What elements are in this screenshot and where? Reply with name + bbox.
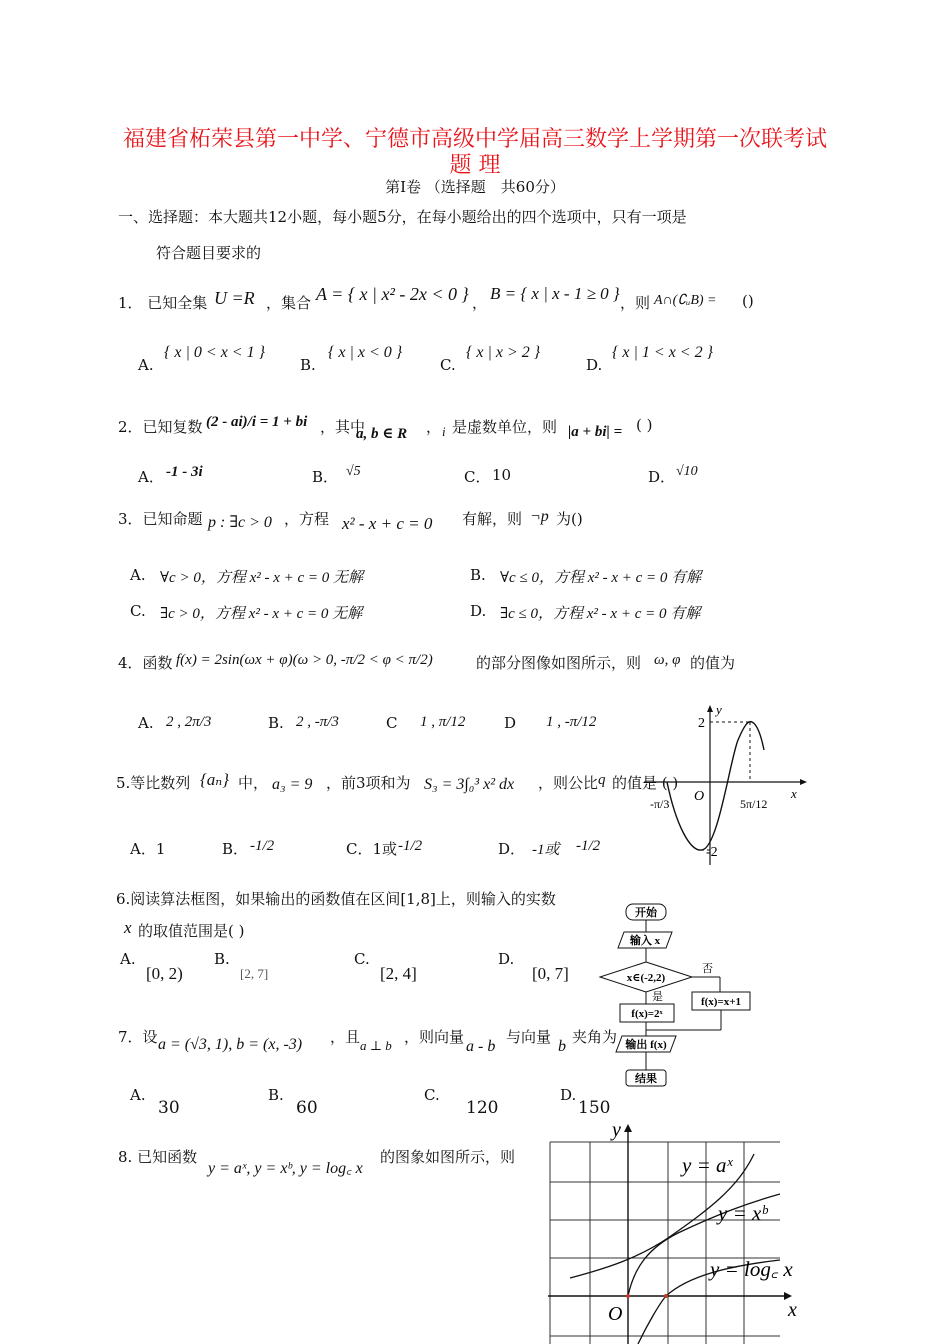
q3-option-c-label: C.	[130, 602, 146, 620]
sine-left-label: -π/3	[650, 797, 670, 811]
curve-logarithm-label: y = log꜀ x	[710, 1257, 793, 1281]
q6-option-b-label: B.	[214, 950, 230, 968]
q5-text-in: 中，	[238, 774, 269, 792]
q5-option-c: -1/2	[398, 838, 423, 854]
q1-set-b: B = { x | x - 1 ≥ 0 }	[490, 284, 620, 303]
sine-graph-figure	[640, 700, 810, 870]
q6-option-a-label: A.	[120, 950, 136, 968]
q2-blank: ( )	[636, 416, 653, 434]
q3-option-b: ∀c ≤ 0，方程 x² - x + c = 0 有解	[500, 570, 702, 586]
q7-option-a: 30	[158, 1098, 180, 1118]
q3-option-d-label: D.	[470, 602, 487, 620]
q7-option-c-label: C.	[424, 1086, 440, 1104]
q4-option-a-label: A.	[138, 714, 154, 732]
q2-complex-expression: (2 - ai)/i = 1 + bi	[206, 414, 308, 430]
q5-text-ratio: ，则公比	[538, 774, 599, 792]
q2-option-c: 10	[492, 466, 512, 484]
q2-modulus: |a + bi| =	[568, 424, 623, 440]
q2-comma: ，	[426, 418, 442, 436]
q7-option-d-label: D.	[560, 1086, 577, 1104]
flow-end: 结果	[635, 1073, 657, 1085]
q4-option-b: 2 , -π/3	[296, 714, 339, 730]
q1-option-b-label: B.	[300, 356, 316, 374]
q7-option-b-label: B.	[268, 1086, 284, 1104]
q2-option-a-label: A．	[138, 468, 164, 486]
curves-origin-label: O	[608, 1303, 623, 1325]
curves-figure	[548, 1118, 818, 1344]
q5-text-value: 的值是 ( )	[612, 774, 679, 792]
q7-text-with: 与向量	[506, 1028, 552, 1046]
q6-option-d: [0, 7]	[532, 964, 569, 983]
curve-exponential-label: y = aˣ	[682, 1153, 733, 1177]
q1-universal-set: U =R	[214, 288, 255, 308]
sine-max-label: 2	[698, 716, 705, 731]
q7-vectors: a = (√3, 1), b = (x, -3)	[158, 1036, 303, 1053]
q2-number: 2．已知复数	[118, 418, 203, 436]
sine-x-label: x	[791, 786, 797, 801]
q3-negation: ¬p	[530, 508, 549, 525]
curves-y-label: y	[612, 1119, 621, 1141]
sine-y-label: y	[716, 702, 722, 717]
curves-grid	[550, 1142, 780, 1344]
sine-min-label: -2	[706, 845, 718, 860]
q4-option-d-label: D	[504, 714, 517, 732]
flow-yes-result: f(x)=2ˣ	[631, 1008, 663, 1020]
q3-option-a-label: A.	[130, 566, 146, 584]
q1-blank: ()	[742, 292, 754, 310]
curves-x-label: x	[788, 1299, 797, 1321]
q7-difference: a - b	[466, 1038, 496, 1055]
q5-option-a: A．1	[130, 840, 166, 858]
q4-option-c-label: C	[386, 714, 398, 732]
curve-power-label: y = xᵇ	[718, 1201, 767, 1225]
sine-origin-label: O	[694, 789, 705, 804]
q4-option-d: 1 , -π/12	[546, 714, 597, 730]
q4-number: 4．函数	[118, 654, 173, 672]
q7-option-c: 120	[466, 1098, 499, 1118]
q4-option-a: 2 , 2π/3	[166, 714, 212, 730]
q5-option-b-label: B．	[222, 840, 249, 858]
q5-number: 5.等比数列	[116, 774, 191, 792]
q4-option-c: 1 , π/12	[420, 714, 466, 730]
q4-function: f(x) = 2sin(ωx + φ)(ω > 0, -π/2 < φ < π/2)	[176, 652, 433, 668]
section-intro-continued: 符合题目要求的	[156, 244, 262, 262]
q3-text-equation: ，方程	[284, 510, 330, 528]
q1-text-then: ，则	[620, 294, 651, 312]
sine-curve	[667, 722, 764, 850]
q4-params: ω, φ	[654, 652, 681, 668]
section-intro: 一、选择题：本大题共12小题，每小题5分，在每小题给出的四个选项中，只有一项是	[118, 208, 687, 226]
page-title-continued: 题 理	[449, 153, 501, 178]
q1-number: 1． 已知全集	[118, 294, 208, 312]
q1-set-a: A = { x | x² - 2x < 0 }	[316, 284, 469, 304]
section-header: 第Ⅰ卷 （选择题 共60分）	[385, 178, 565, 196]
q1-option-c: { x | x > 2 }	[466, 344, 541, 361]
q2-option-b-label: B．	[312, 468, 339, 486]
q6-text-range: 的取值范围是( )	[138, 922, 245, 940]
q6-option-a: [0, 2)	[146, 964, 183, 983]
flow-no-label: 否	[702, 963, 713, 975]
q5-a3: a₃ = 9	[272, 776, 313, 793]
q8-functions: y = aˣ, y = xᵇ, y = log꜀ x	[208, 1160, 363, 1177]
flowchart-figure	[596, 900, 766, 1092]
q6-variable: x	[124, 918, 132, 937]
q3-option-d: ∃c ≤ 0，方程 x² - x + c = 0 有解	[500, 606, 701, 622]
q5-integral: S₃ = 3∫₀³ x² dx	[424, 776, 515, 793]
q3-proposition: p : ∃c > 0	[208, 514, 272, 531]
flow-output: 输出 f(x)	[625, 1039, 667, 1051]
q6-option-c-label: C.	[354, 950, 370, 968]
sine-y-arrow	[707, 705, 713, 712]
q2-option-d: √10	[676, 464, 698, 479]
q2-option-c-label: C．	[464, 468, 491, 486]
q1-option-a-label: A.	[138, 356, 154, 374]
q8-text: 的图象如图所示，则	[380, 1148, 516, 1166]
q1-option-a: { x | 0 < x < 1 }	[164, 344, 265, 361]
sine-right-label: 5π/12	[740, 797, 768, 811]
q6-option-c: [2, 4]	[380, 964, 417, 983]
q5-q: q	[598, 772, 606, 788]
q2-imaginary-unit: i	[442, 424, 446, 439]
q3-blank: 为()	[556, 510, 583, 528]
q5-text-sum: ，前3项和为	[326, 774, 411, 792]
q1-text: ，集合	[266, 294, 312, 312]
q4-option-b-label: B.	[268, 714, 284, 732]
q7-perpendicular: a ⊥ b	[360, 1038, 392, 1053]
q7-text-vector: ，则向量	[404, 1028, 465, 1046]
q5-option-b: -1/2	[250, 838, 275, 854]
q6-option-d-label: D.	[498, 950, 515, 968]
q2-condition: a, b ∈ R	[356, 426, 408, 442]
q4-text: 的部分图像如图所示，则	[476, 654, 642, 672]
q3-option-b-label: B.	[470, 566, 486, 584]
q3-equation: x² - x + c = 0	[342, 514, 433, 533]
flow-condition: x∈(-2,2)	[626, 972, 666, 984]
q7-option-d: 150	[578, 1098, 611, 1118]
curves-log-intercept-dot	[664, 1294, 668, 1298]
q1-option-d-label: D.	[586, 356, 603, 374]
q2-option-d-label: D．	[648, 468, 676, 486]
q5-sequence: {aₙ}	[200, 770, 229, 789]
q7-option-b: 60	[296, 1098, 318, 1118]
q2-text: 是虚数单位，则	[452, 418, 558, 436]
curves-y-arrow	[624, 1124, 632, 1132]
q3-option-a: ∀c > 0，方程 x² - x + c = 0 无解	[160, 570, 364, 586]
page-title: 福建省柘荣县第一中学、宁德市高级中学届高三数学上学期第一次联考试	[122, 127, 827, 152]
q6-text: 6.阅读算法框图，如果输出的函数值在区间[1,8]上，则输入的实数	[116, 890, 556, 908]
q1-expression: A∩(∁ᵤB) =	[654, 293, 717, 308]
q2-option-a: -1 - 3i	[166, 464, 203, 480]
q5-option-d-part2: -1/2	[576, 838, 601, 854]
q3-option-c: ∃c > 0，方程 x² - x + c = 0 无解	[160, 606, 363, 622]
flow-start: 开始	[635, 907, 657, 919]
q2-text-where: ，其中	[320, 418, 366, 436]
q7-text-and: ，且	[330, 1028, 361, 1046]
q5-option-c-label: C．1或	[346, 840, 398, 858]
q2-option-b: √5	[346, 464, 361, 479]
q1-comma: ，	[472, 294, 488, 312]
flow-input: 输入 x	[629, 935, 661, 947]
q3-text: 有解，则	[462, 510, 523, 528]
sine-x-arrow	[800, 779, 807, 785]
q1-option-d: { x | 1 < x < 2 }	[612, 344, 713, 361]
q7-vector-b: b	[558, 1038, 566, 1055]
q6-option-b: [2, 7]	[240, 966, 269, 981]
q5-option-d-part1: -1或	[532, 842, 560, 858]
q3-number: 3．已知命题	[118, 510, 203, 528]
q7-number: 7．设	[118, 1028, 158, 1046]
flow-no-result: f(x)=x+1	[700, 996, 742, 1008]
q7-option-a-label: A.	[130, 1086, 146, 1104]
q7-text-angle: 夹角为	[572, 1028, 618, 1046]
q5-option-d-label: D．	[498, 840, 526, 858]
curves-origin-dot	[626, 1294, 630, 1298]
flow-yes-label: 是	[652, 991, 663, 1003]
q1-option-b: { x | x < 0 }	[328, 344, 403, 361]
q1-option-c-label: C.	[440, 356, 456, 374]
q8-number: 8. 已知函数	[118, 1148, 198, 1166]
q4-text-value: 的值为	[690, 654, 736, 672]
